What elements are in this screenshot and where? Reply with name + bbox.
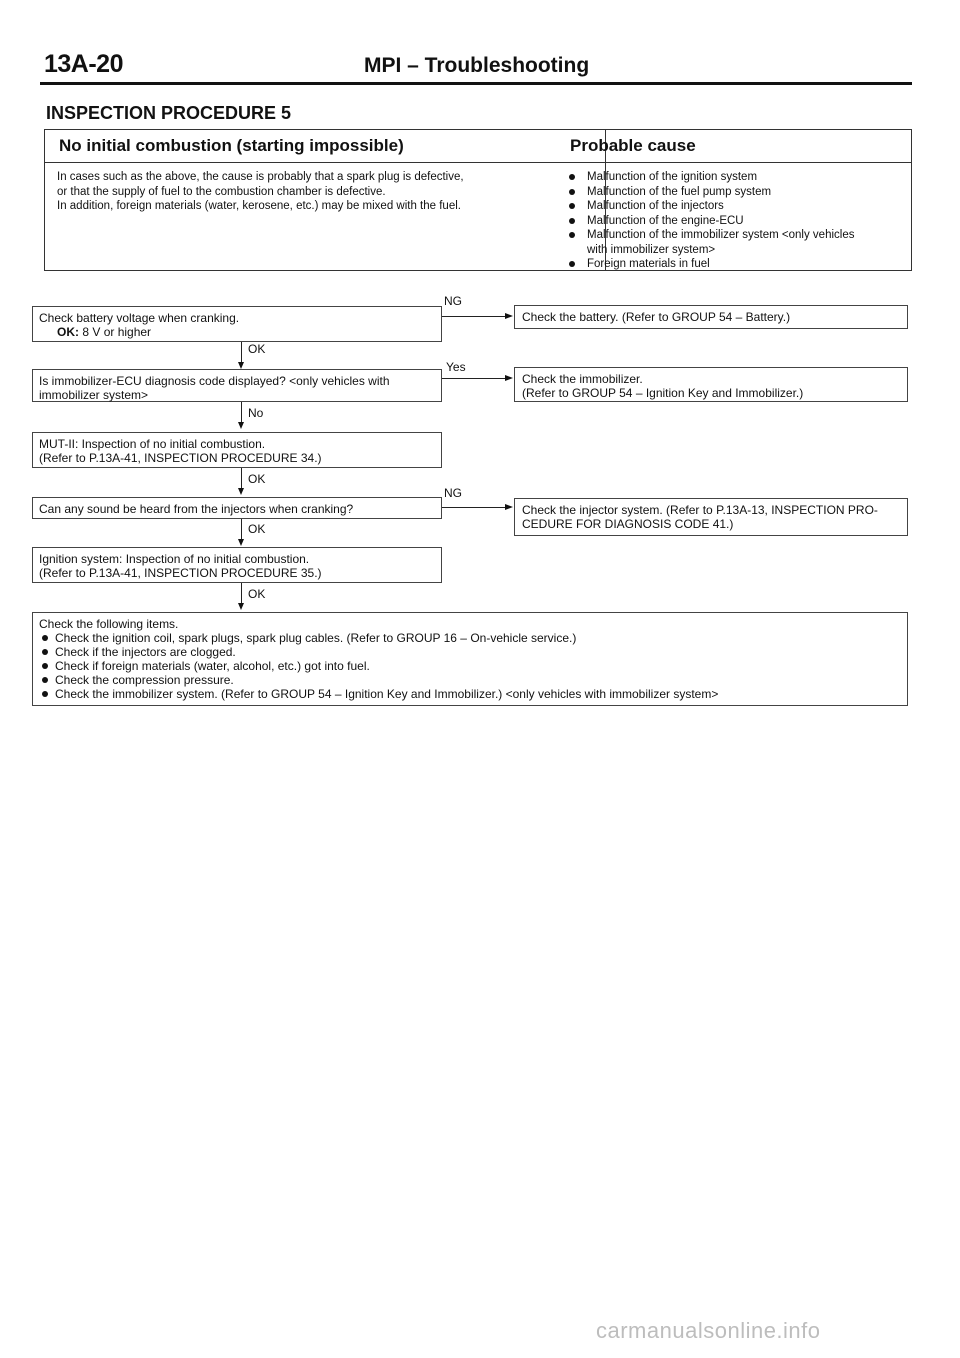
connector-label-ok: OK — [248, 342, 266, 356]
final-check-items — [32, 612, 908, 706]
cause-item: Malfunction of the engine-ECU — [565, 214, 854, 229]
procedure-title: INSPECTION PROCEDURE 5 — [46, 103, 292, 123]
connector-line — [442, 507, 508, 508]
arrow-right-icon — [505, 504, 513, 510]
step-immobilizer-text: immobilizer system> — [39, 388, 149, 402]
branch-check-battery-text: Check the battery. (Refer to GROUP 54 – Battery.) — [522, 310, 791, 324]
symptom-line: or that the supply of fuel to the combustion chamber is defective. — [57, 185, 386, 198]
header-row-divider — [45, 162, 911, 163]
cause-item: Malfunction of the ignition system — [565, 170, 854, 185]
connector-line — [241, 468, 242, 490]
ok-criteria-value: 8 V or higher — [82, 325, 152, 339]
branch-check-battery — [514, 305, 908, 329]
branch-immobilizer-text: (Refer to GROUP 54 – Ignition Key and Immobilizer.) — [522, 386, 804, 400]
header-rule — [40, 82, 912, 85]
arrow-down-icon — [238, 488, 244, 495]
arrow-down-icon — [238, 539, 244, 546]
step-injector-text: Can any sound be heard from the injectors when cranking? — [39, 502, 354, 516]
branch-label-yes: Yes — [446, 360, 466, 374]
step-mut-inspection — [32, 432, 442, 468]
branch-check-injector — [514, 498, 908, 536]
final-check-item: Check the ignition coil, spark plugs, spark plug cables. (Refer to GROUP 16 – On-vehicle service.) — [39, 631, 901, 645]
arrow-down-icon — [238, 422, 244, 429]
connector-line — [442, 378, 508, 379]
connector-label-no: No — [248, 406, 264, 420]
connector-line — [241, 583, 242, 605]
final-heading: Check the following items. — [39, 617, 179, 631]
step-mut-text: (Refer to P.13A-41, INSPECTION PROCEDURE 34.) — [39, 451, 322, 465]
connector-line — [442, 316, 508, 317]
connector-line — [241, 342, 242, 364]
probable-cause-heading: Probable cause — [570, 136, 696, 155]
branch-immobilizer-text: Check the immobilizer. — [522, 372, 643, 386]
connector-label-ok: OK — [248, 522, 266, 536]
branch-check-immobilizer — [514, 367, 908, 402]
probable-cause-list — [565, 170, 854, 272]
step-injector-sound — [32, 497, 442, 519]
branch-injector-text: CEDURE FOR DIAGNOSIS CODE 41.) — [522, 517, 734, 531]
step-mut-text: MUT-II: Inspection of no initial combustion. — [39, 437, 266, 451]
step-battery-text: Check battery voltage when cranking. — [39, 311, 240, 325]
cause-item-continuation: with immobilizer system> — [587, 243, 716, 256]
branch-injector-text: Check the injector system. (Refer to P.13A-13, INSPECTION PRO- — [522, 503, 878, 517]
connector-line — [241, 402, 242, 424]
ok-criteria-label: OK: — [57, 325, 79, 339]
step-ignition-inspection — [32, 547, 442, 583]
watermark: carmanualsonline.info — [596, 1318, 821, 1343]
arrow-right-icon — [505, 313, 513, 319]
final-check-list — [39, 631, 901, 701]
symptom-heading: No initial combustion (starting impossible) — [59, 136, 404, 155]
symptom-line: In addition, foreign materials (water, kerosene, etc.) may be mixed with the fuel. — [57, 200, 461, 212]
final-check-item: Check if foreign materials (water, alcohol, etc.) got into fuel. — [39, 659, 901, 673]
connector-label-ok: OK — [248, 472, 266, 486]
branch-label-ng: NG — [444, 486, 462, 500]
cause-item: Malfunction of the injectors — [565, 199, 854, 214]
step-immobilizer-text: Is immobilizer-ECU diagnosis code displayed? <only vehicles with — [39, 374, 390, 388]
cause-item: Malfunction of the fuel pump system — [565, 185, 854, 200]
step-battery-criteria — [39, 325, 435, 339]
final-check-item: Check the compression pressure. — [39, 673, 901, 687]
connector-label-ok: OK — [248, 587, 266, 601]
cause-item: Malfunction of the immobilizer system <only vehicles — [565, 228, 854, 243]
branch-label-ng: NG — [444, 294, 462, 308]
connector-line — [241, 519, 242, 541]
step-immobilizer-code — [32, 369, 442, 402]
symptom-line: In cases such as the above, the cause is probably that a spark plug is defective, — [57, 171, 464, 183]
step-ignition-text: (Refer to P.13A-41, INSPECTION PROCEDURE 35.) — [39, 566, 322, 580]
arrow-down-icon — [238, 362, 244, 369]
symptom-table — [44, 129, 912, 271]
final-check-item: Check the immobilizer system. (Refer to GROUP 54 – Ignition Key and Immobilizer.) <only vehicles with immobilizer system> — [39, 687, 901, 701]
step-ignition-text: Ignition system: Inspection of no initial combustion. — [39, 552, 310, 566]
final-check-item: Check if the injectors are clogged. — [39, 645, 901, 659]
step-battery-voltage — [32, 306, 442, 342]
arrow-down-icon — [238, 603, 244, 610]
cause-item: Foreign materials in fuel — [565, 257, 854, 272]
symptom-description — [57, 170, 557, 214]
section-title: MPI – Troubleshooting — [364, 54, 590, 77]
arrow-right-icon — [505, 375, 513, 381]
page-number: 13A-20 — [44, 50, 123, 78]
